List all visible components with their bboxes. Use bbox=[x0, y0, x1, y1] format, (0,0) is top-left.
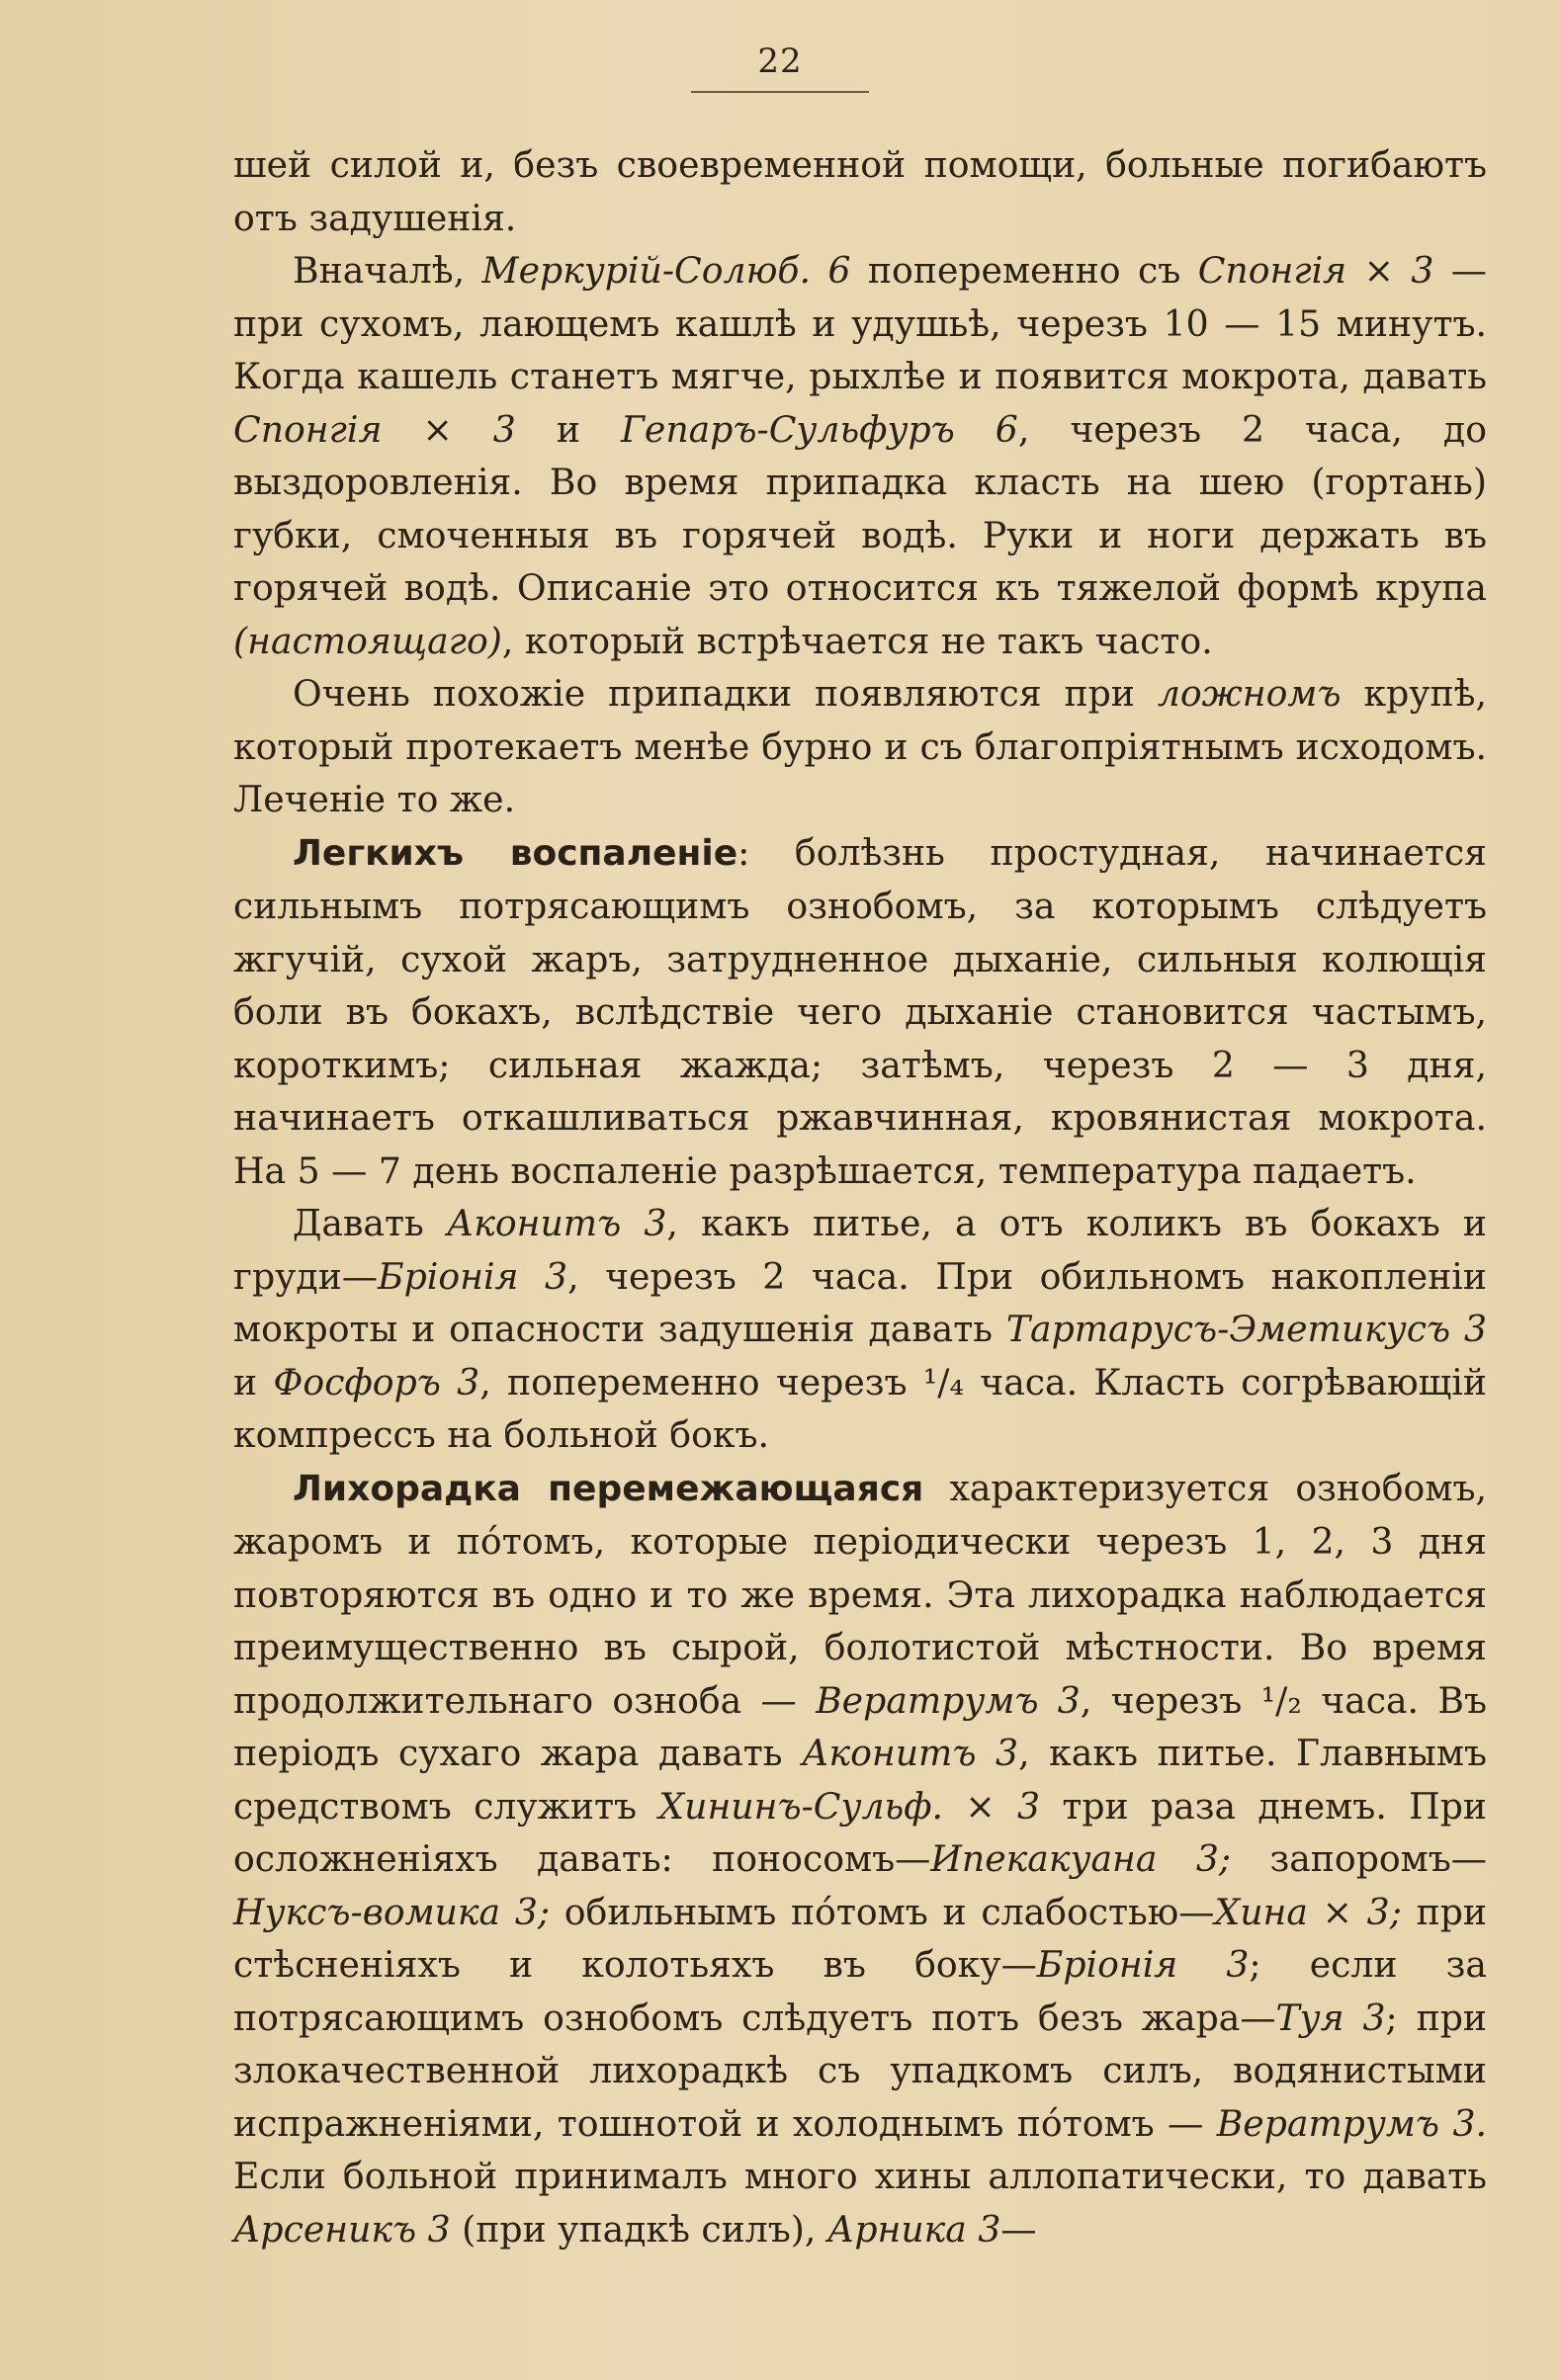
header-rule bbox=[691, 91, 869, 93]
text-run: Вначалѣ, bbox=[293, 249, 482, 292]
text-run: ; если за потрясающимъ ознобомъ слѣдуетъ потъ безъ жара— bbox=[233, 1943, 1487, 2039]
text-run: Если больной принималъ много хины аллопатически, то давать bbox=[233, 2155, 1487, 2197]
remedy-name: Фосфоръ 3 bbox=[273, 1360, 480, 1403]
remedy-name: Арсеникъ 3 bbox=[233, 2207, 451, 2251]
remedy-name: Тартарусъ-Эметикусъ 3 bbox=[1005, 1308, 1488, 1350]
text-run: , какъ питье. Главнымъ средствомъ служитъ bbox=[233, 1732, 1488, 1828]
remedy-name: Аконитъ 3 bbox=[802, 1732, 1019, 1774]
remedy-name: Бріонія 3 bbox=[1036, 1943, 1250, 1986]
remedy-name: Меркурій-Солюб. 6 bbox=[481, 249, 851, 292]
text-run: и bbox=[515, 407, 621, 451]
remedy-name: Гепаръ-Сульфуръ 6 bbox=[620, 407, 1018, 451]
text-run: , какъ питье, а отъ коликъ въ бокахъ и груди— bbox=[233, 1202, 1487, 1298]
section-term: Лихорадка перемежающаяся bbox=[293, 1468, 924, 1509]
text-run: Давать bbox=[293, 1202, 447, 1244]
emphasis: ложномъ bbox=[1157, 672, 1342, 715]
text-run: , черезъ 2 часа, до выздоровленія. Во время припадка класть на шею (гортань) губки, смоченныя въ горячей водѣ. Руки и ноги держать въ горячей водѣ. Описаніе это относится къ тяжелой формѣ крупа bbox=[233, 407, 1487, 609]
text-run: и bbox=[233, 1360, 274, 1403]
paragraph-5 bbox=[233, 1197, 1487, 1462]
text-run: три раза днемъ. При осложненіяхъ давать: поносомъ— bbox=[233, 1784, 1487, 1880]
page-body bbox=[233, 138, 1487, 2255]
emphasis: (настоящаго) bbox=[233, 619, 502, 662]
remedy-name: Бріонія 3 bbox=[378, 1254, 568, 1298]
text-run: ; при злокачественной лихорадкѣ съ упадкомъ силъ, водянистыми испражненіями, тошнотой и холоднымъ пóтомъ — bbox=[233, 1996, 1487, 2145]
text-run: , черезъ 2 часа. При обильномъ накопленіи мокроты и опасности задушенія давать bbox=[233, 1254, 1488, 1350]
paragraph-1: шей силой и, безъ своевременной помощи, больные погибаютъ отъ задушенія. bbox=[233, 143, 1487, 239]
remedy-name: Хининъ-Сульф. × 3 bbox=[658, 1784, 1041, 1828]
text-run: обильнымъ пóтомъ и слабостью— bbox=[550, 1890, 1215, 1933]
remedy-name: Вератрумъ 3. bbox=[1216, 2101, 1487, 2145]
paragraph-4 bbox=[233, 826, 1487, 1198]
page-number: 22 bbox=[757, 42, 803, 81]
text-run: , который встрѣчается не такъ часто. bbox=[501, 619, 1213, 662]
paragraph-3 bbox=[233, 667, 1487, 826]
text-run: Очень похожіе припадки появляются при bbox=[293, 672, 1158, 715]
text-run: характеризуется ознобомъ, жаромъ и пóтомъ, которые періодически черезъ 1, 2, 3 дня повторяются въ одно и то же время. Эта лихорадка наблюдается преимущественно въ сырой, болотистой мѣстности. Во время продолжительнаго озноба — bbox=[233, 1466, 1487, 1722]
paragraph-2 bbox=[233, 244, 1487, 667]
remedy-name: Ипекакуана 3; bbox=[930, 1837, 1232, 1880]
remedy-name: Хина × 3; bbox=[1214, 1890, 1402, 1933]
remedy-name: Вератрумъ 3 bbox=[816, 1678, 1081, 1722]
section-term: Легкихъ воспаленіе bbox=[293, 832, 738, 874]
text-run: крупѣ, который протекаетъ менѣе бурно и съ благопріятнымъ исходомъ. Леченіе то же. bbox=[233, 672, 1487, 820]
remedy-name: Аконитъ 3 bbox=[446, 1202, 667, 1244]
text-run: — bbox=[1000, 2207, 1037, 2251]
remedy-name: Спонгія × 3 bbox=[233, 407, 516, 451]
text-run: , попеременно черезъ ¹/₄ часа. Класть согрѣвающій компрессъ на больной бокъ. bbox=[233, 1360, 1488, 1456]
page-header bbox=[0, 42, 1560, 93]
text-run: — при сухомъ, лающемъ кашлѣ и удушьѣ, черезъ 10 — 15 минутъ. Когда кашель станетъ мягче, рыхлѣе и появится мокрота, давать bbox=[233, 249, 1487, 397]
text-run: попеременно съ bbox=[850, 249, 1198, 292]
paragraph-6 bbox=[233, 1462, 1487, 2256]
remedy-name: Арника 3 bbox=[826, 2207, 1001, 2251]
remedy-name: Туя 3 bbox=[1275, 1996, 1386, 2039]
text-run: запоромъ— bbox=[1231, 1837, 1487, 1880]
text-run: , черезъ ¹/₂ часа. Въ періодъ сухаго жара давать bbox=[233, 1678, 1487, 1774]
text-run: при стѣсненіяхъ и колотьяхъ въ боку— bbox=[233, 1890, 1488, 1986]
text-run: (при упадкѣ силъ), bbox=[450, 2207, 827, 2251]
text-run: : болѣзнь простудная, начинается сильнымъ потрясающимъ ознобомъ, за которымъ слѣдуетъ жгучій, сухой жаръ, затрудненное дыханіе, сильныя колющія боли въ бокахъ, вслѣдствіе чего дыханіе становится частымъ, короткимъ; сильная жажда; затѣмъ, черезъ 2 — 3 дня, начинаетъ откашливаться ржавчинная, кровянистая мокрота. На 5 — 7 день воспаленіе разрѣшается, температура падаетъ. bbox=[233, 830, 1487, 1192]
remedy-name: Спонгія × 3 bbox=[1197, 249, 1434, 292]
remedy-name: Нуксъ-вомика 3; bbox=[233, 1890, 551, 1933]
